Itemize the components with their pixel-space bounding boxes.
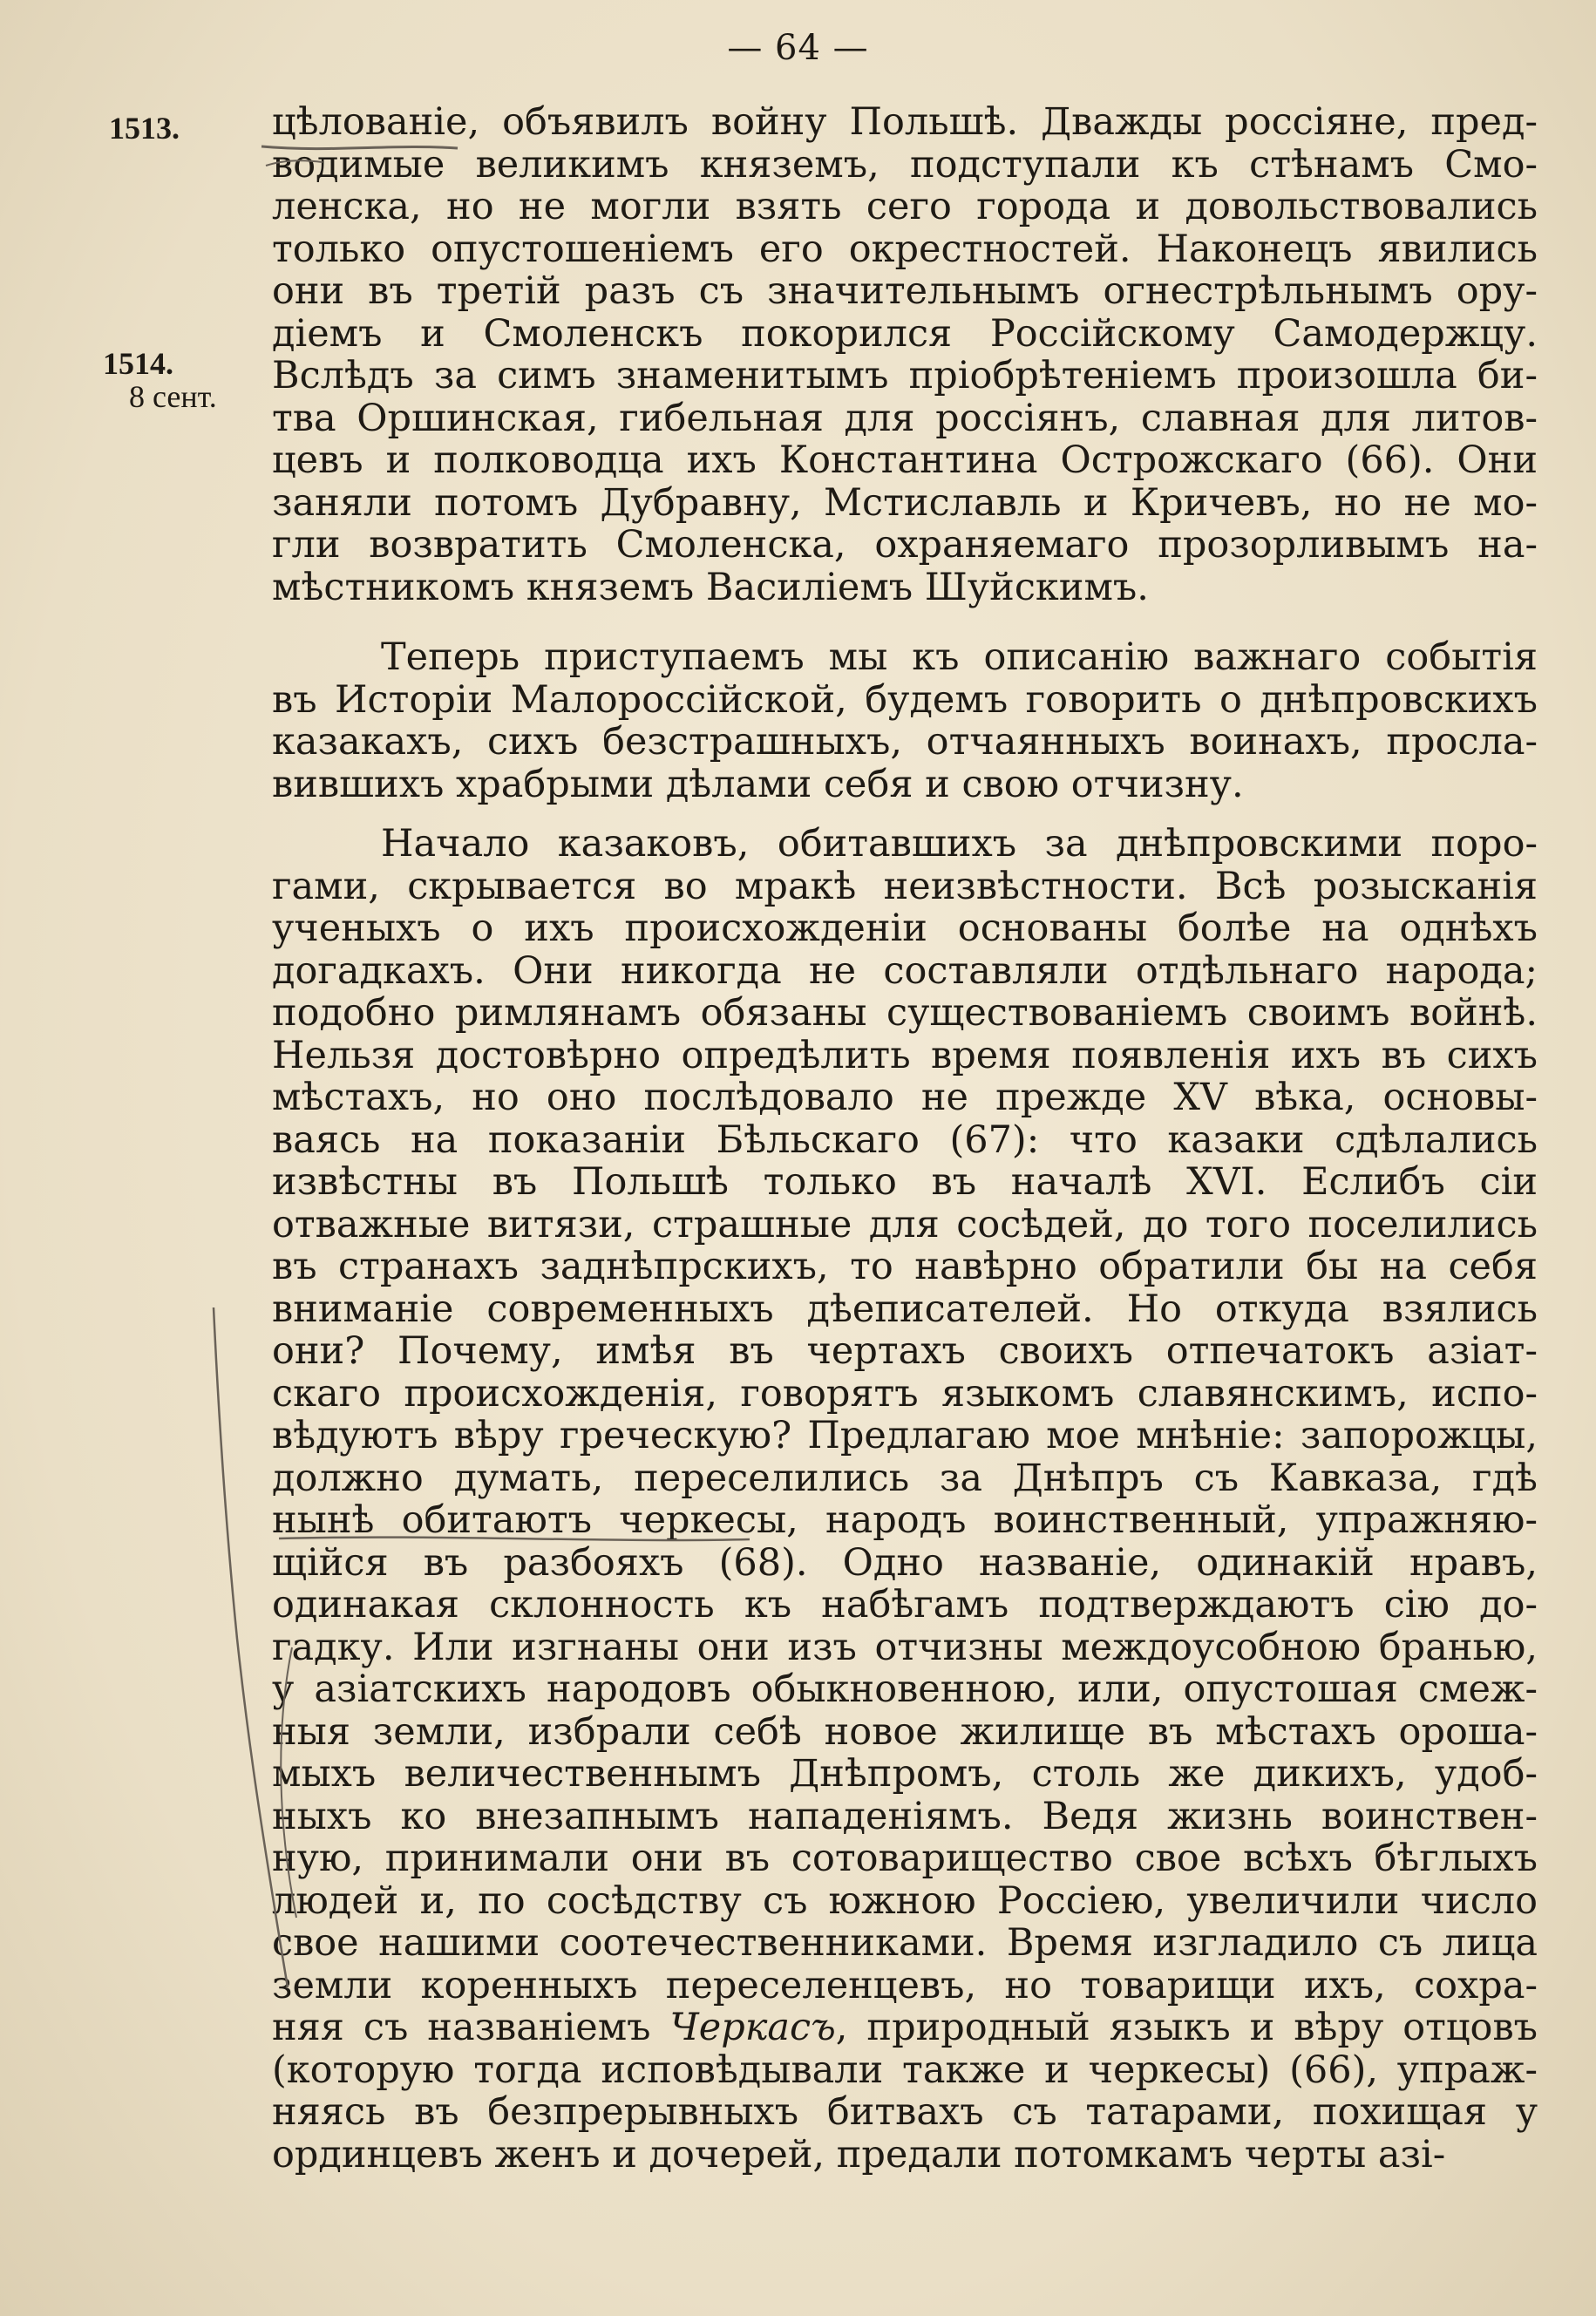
paragraph-3	[272, 823, 1538, 2176]
text-line: земли коренныхъ переселенцевъ, но товарищи ихъ, сохра-	[272, 1963, 1538, 2007]
margin-year: 1513.	[109, 111, 180, 146]
margin-note-1514	[103, 347, 260, 413]
text-line: Вслѣдъ за симъ знаменитымъ пріобрѣтеніемъ произошла би-	[272, 354, 1538, 397]
text-line: ваясь на показаніи Бѣльскаго (67): что казаки сдѣлались	[272, 1117, 1538, 1162]
text-line: вниманіе современныхъ дѣеписателей. Но откуда взялись	[272, 1287, 1538, 1331]
text-line: Начало казаковъ, обитавшихъ за днѣпровскими поро-	[381, 822, 1538, 866]
text-line: мѣстникомъ княземъ Василіемъ Шуйскимъ.	[272, 565, 1149, 609]
text-line: заняли потомъ Дубравну, Мстиславль и Кричевъ, но не мо-	[272, 480, 1538, 525]
text-line: тва Оршинская, гибельная для россіянъ, славная для литов-	[272, 396, 1538, 440]
text-line: казакахъ, сихъ безстрашныхъ, отчаянныхъ воинахъ, просла-	[272, 720, 1538, 764]
text-line: ную, принимали они въ сотоварищество свое всѣхъ бѣглыхъ	[272, 1837, 1538, 1880]
margin-note-1513	[109, 112, 196, 145]
text-line: мѣстахъ, но оно послѣдовало не прежде XV вѣка, основы-	[272, 1076, 1538, 1119]
text-line: только опустошеніемъ его окрестностей. Наконецъ явились	[272, 227, 1538, 271]
text-line: гами, скрывается во мракѣ неизвѣстности. Всѣ розысканія	[272, 864, 1538, 908]
text-line: въ Исторіи Малороссійской, будемъ говорить о днѣпровскихъ	[272, 677, 1538, 722]
text-line: гадку. Или изгнаны они изъ отчизны междоусобною бранью,	[272, 1625, 1538, 1669]
text-line: ныя земли, избрали себѣ новое жилище въ мѣстахъ ороша-	[272, 1709, 1538, 1754]
text-line: подобно римлянамъ обязаны существованіемъ своимъ войнѣ.	[272, 991, 1538, 1035]
text-line: цевъ и полководца ихъ Константина Острожскаго (66). Они	[272, 438, 1538, 482]
text-line: Нельзя достовѣрно опредѣлить время появленія ихъ въ сихъ	[272, 1033, 1538, 1077]
text-line: они? Почему, имѣя въ чертахъ своихъ отпечатокъ азіат-	[272, 1329, 1538, 1373]
text-line: у азіатскихъ народовъ обыкновенною, или, опустошая смеж-	[272, 1667, 1538, 1711]
paragraph-2	[272, 636, 1538, 805]
text-line: отважные витязи, страшные для сосѣдей, до того поселились	[272, 1202, 1538, 1246]
paragraph-1	[272, 101, 1538, 608]
italic-word: Черкасъ	[669, 2006, 836, 2049]
text-line: щійся въ разбояхъ (68). Одно названіе, одинакій нравъ,	[272, 1540, 1538, 1585]
text-line: они въ третій разъ съ значительнымъ огнестрѣльнымъ ору-	[272, 269, 1538, 313]
text-line: въ странахъ заднѣпрскихъ, то навѣрно обратили бы на себя	[272, 1245, 1538, 1288]
text-line: ординцевъ женъ и дочерей, предали потомкамъ черты азі-	[272, 2132, 1446, 2177]
text-line: мыхъ величественнымъ Днѣпромъ, столь же дикихъ, удоб-	[272, 1752, 1538, 1796]
text-line: діемъ и Смоленскъ покорился Россійскому Самодержцу.	[272, 311, 1538, 356]
margin-date: 8 сент.	[129, 379, 217, 414]
text-line: свое нашими соотечественниками. Время изгладило съ лица	[272, 1921, 1538, 1965]
text-line: гли возвратить Смоленска, охраняемаго прозорливымъ на-	[272, 523, 1538, 567]
text-line: водимые великимъ княземъ, подступали къ стѣнамъ Смо-	[272, 142, 1538, 187]
text-line: няясь въ безпрерывныхъ битвахъ съ татарами, похищая у	[272, 2090, 1538, 2134]
text-line: догадкахъ. Они никогда не составляли отдѣльнаго народа;	[272, 948, 1538, 993]
text-line: цѣлованіе, объявилъ войну Польшѣ. Дважды россіяне, пред-	[272, 100, 1538, 144]
text-line-with-italic	[272, 2007, 1538, 2049]
margin-year: 1514.	[103, 346, 173, 381]
text-line: нынѣ обитаютъ черкесы, народъ воинственный, упражняю-	[272, 1498, 1538, 1542]
text-line: должно думать, переселились за Днѣпръ съ Кавказа, гдѣ	[272, 1456, 1538, 1500]
text-line: людей и, по сосѣдству съ южною Россіею, увеличили число	[272, 1878, 1538, 1923]
text-run: , природный языкъ и вѣру отцовъ	[835, 2006, 1538, 2049]
text-line: ленска, но не могли взять сего города и довольствовались	[272, 185, 1538, 228]
text-line: одинакая склонность къ набѣгамъ подтверждаютъ сію до-	[272, 1583, 1538, 1627]
text-line: ныхъ ко внезапнымъ нападеніямъ. Ведя жизнь воинствен-	[272, 1794, 1538, 1838]
text-line: (которую тогда исповѣдывали также и черкесы) (66), упраж-	[272, 2048, 1538, 2092]
text-line: вѣдуютъ вѣру греческую? Предлагаю мое мнѣніе: запорожцы,	[272, 1414, 1538, 1457]
text-line: ученыхъ о ихъ происхожденіи основаны болѣе на однѣхъ	[272, 907, 1538, 950]
text-run: няя съ названіемъ	[272, 2006, 670, 2049]
page-number: — 64 —	[727, 28, 869, 68]
text-line: скаго происхожденія, говорятъ языкомъ славянскимъ, испо-	[272, 1371, 1538, 1416]
text-line: Теперь приступаемъ мы къ описанію важнаго событія	[381, 635, 1538, 679]
text-line: извѣстны въ Польшѣ только въ началѣ XVI. Еслибъ сіи	[272, 1160, 1538, 1204]
text-line: вившихъ храбрыми дѣлами себя и свою отчизну.	[272, 762, 1244, 806]
